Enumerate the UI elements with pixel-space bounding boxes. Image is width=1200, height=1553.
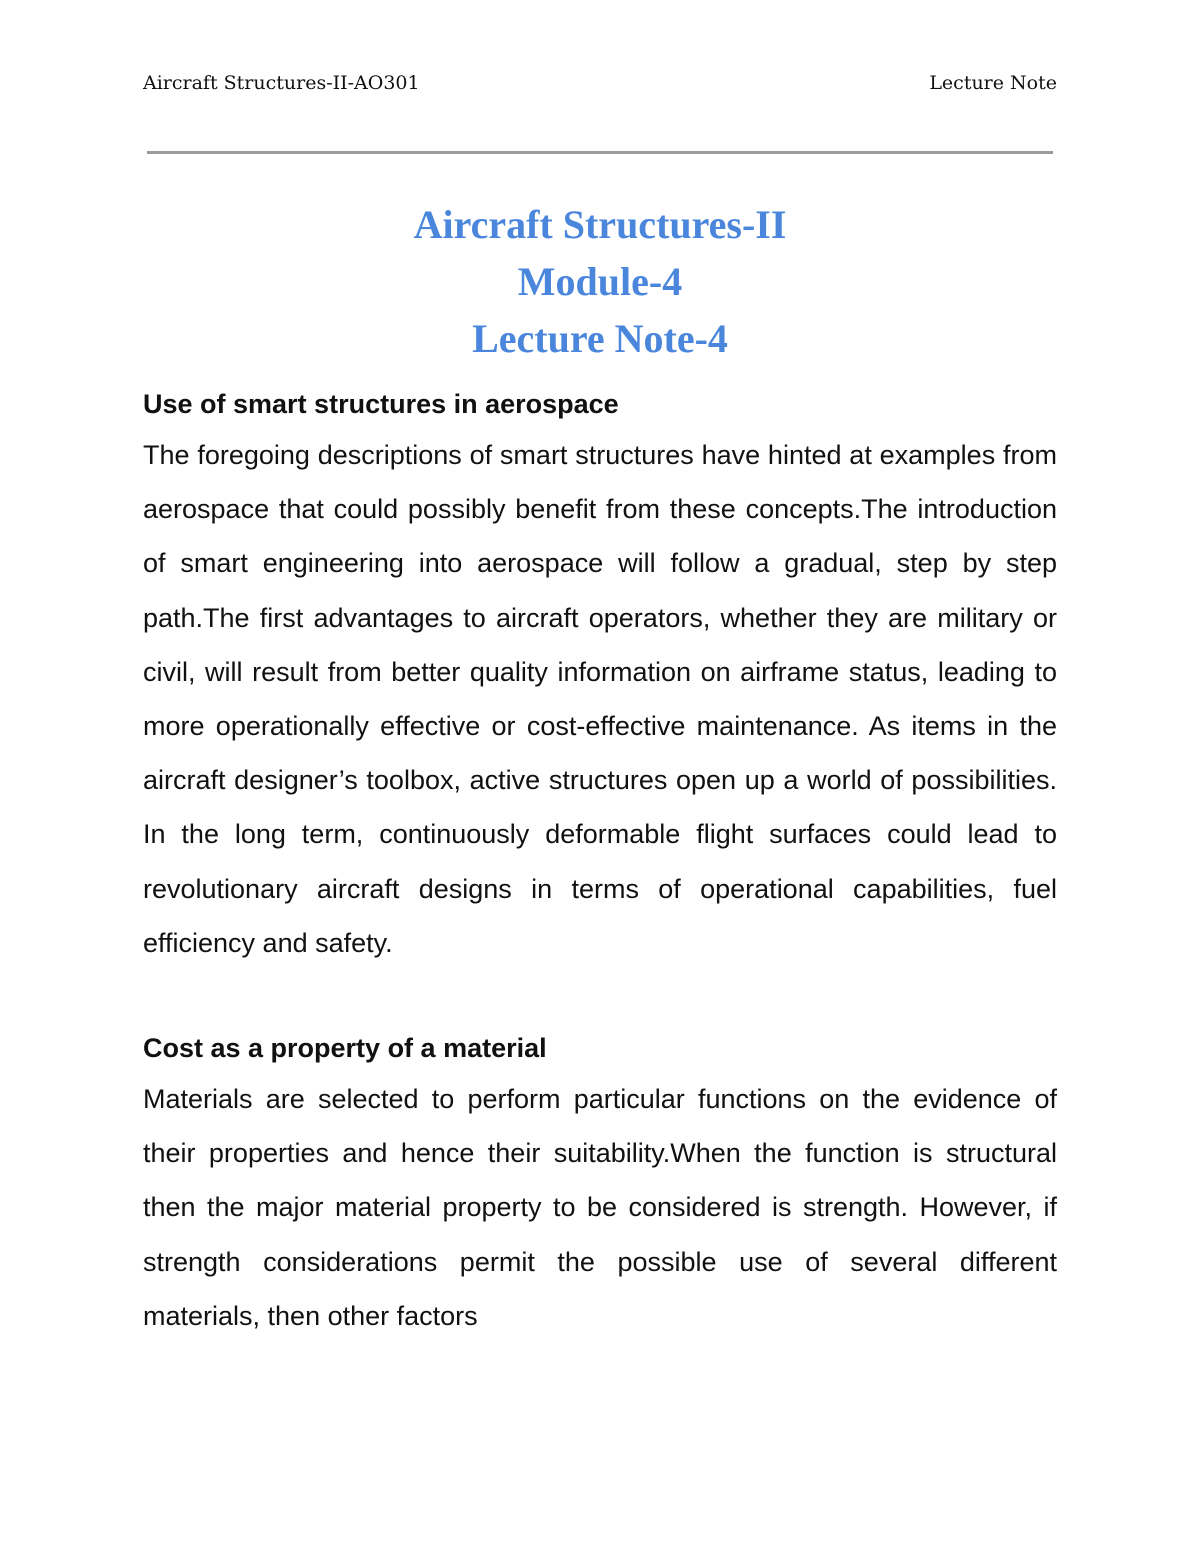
running-header	[143, 72, 1057, 94]
section-heading-smart-structures: Use of smart structures in aerospace	[143, 389, 619, 419]
section-spacer	[143, 970, 1057, 1024]
document-type-header: Lecture Note	[929, 72, 1057, 94]
paragraph-smart-structures: The foregoing descriptions of smart structures have hinted at examples from aerospace that could possibly benefit from these concepts.The introduction of smart engineering into aerospace will follow a gradual, step by step path.The first advantages to aircraft operators, whether they are military or civil, will result from better quality information on airframe status, leading to more operationally effective or cost-effective maintenance. As items in the aircraft designer’s toolbox, active structures open up a world of possibilities. In the long term, continuously deformable flight surfaces could lead to revolutionary aircraft designs in terms of operational capabilities, fuel efficiency and safety.	[143, 440, 1057, 958]
header-divider	[147, 151, 1053, 154]
paragraph-cost: Materials are selected to perform particular functions on the evidence of their properties and hence their suitability.When the function is structural then the major material property to be considered is strength. However, if strength considerations permit the possible use of several different materials, then other factors	[143, 1084, 1057, 1331]
course-title: Aircraft Structures-II	[413, 202, 787, 247]
section-heading-cost: Cost as a property of a material	[143, 1033, 547, 1064]
course-code-header: Aircraft Structures-II-AO301	[143, 72, 420, 94]
lecture-title: Lecture Note-4	[472, 316, 728, 361]
document-body	[143, 380, 1057, 1343]
document-title	[143, 196, 1057, 367]
module-title: Module-4	[517, 259, 683, 304]
